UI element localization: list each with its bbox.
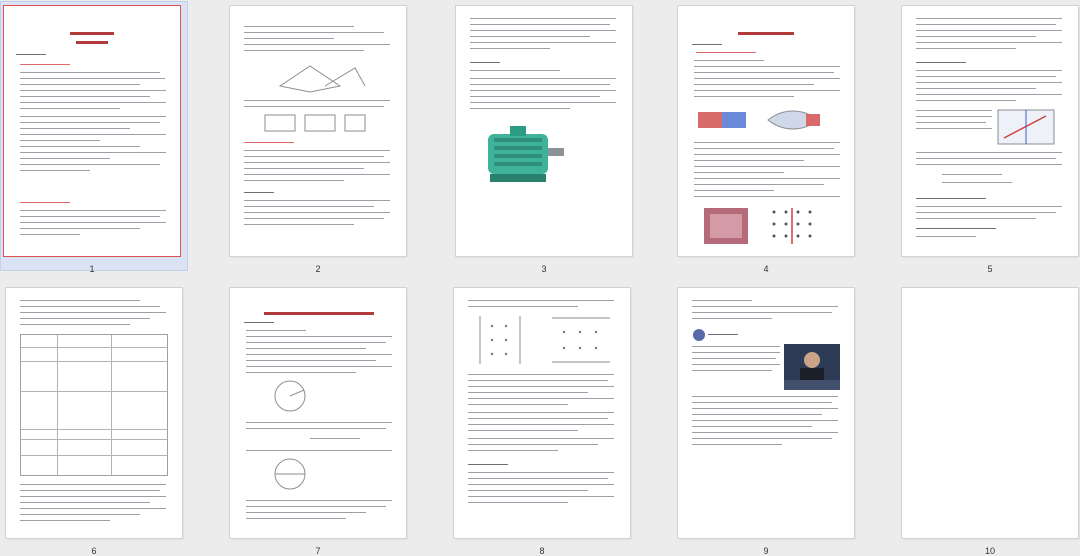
page-preview [678, 6, 854, 256]
page-thumbnail-9[interactable] [678, 288, 860, 556]
page-preview [230, 288, 406, 538]
page-number: 2 [315, 264, 321, 274]
circle-diagram [270, 454, 310, 494]
page-preview [230, 6, 406, 256]
page-preview [902, 6, 1078, 256]
magnet-diagram [688, 106, 838, 136]
page-number: 3 [541, 264, 547, 274]
page-thumbnail-5[interactable] [902, 6, 1080, 274]
page-number: 4 [763, 264, 769, 274]
page-thumbnail-6[interactable] [6, 288, 188, 556]
page-number: 5 [987, 264, 993, 274]
page-preview [454, 288, 630, 538]
portrait-photo [784, 344, 840, 390]
vector-diagram [996, 108, 1058, 148]
page-preview [456, 6, 632, 256]
diagram-figure [260, 110, 370, 136]
field-diagram [470, 312, 530, 368]
page-preview [6, 288, 182, 538]
page-thumbnail-2[interactable] [230, 6, 412, 274]
page-thumbnail-8[interactable] [454, 288, 636, 556]
page-number: 1 [89, 264, 95, 274]
field-diagram [700, 204, 830, 248]
circle-diagram [270, 376, 310, 416]
page-preview [902, 288, 1078, 538]
page-number: 8 [539, 546, 545, 556]
motor-image [480, 122, 570, 192]
page-number: 6 [91, 546, 97, 556]
comparison-table [20, 334, 168, 476]
page-thumbnail-1[interactable] [4, 6, 186, 274]
page-number: 7 [315, 546, 321, 556]
diagram-figure [270, 56, 370, 96]
page-thumbnail-10[interactable] [902, 288, 1080, 556]
page-thumbnail-4[interactable] [678, 6, 860, 274]
page-number: 9 [763, 546, 769, 556]
page-number: 10 [984, 546, 995, 556]
page-preview [4, 6, 180, 256]
page-thumbnail-7[interactable] [230, 288, 412, 556]
page-thumbnail-3[interactable] [456, 6, 638, 274]
reading-icon [692, 328, 706, 342]
field-diagram [548, 312, 614, 368]
page-preview [678, 288, 854, 538]
